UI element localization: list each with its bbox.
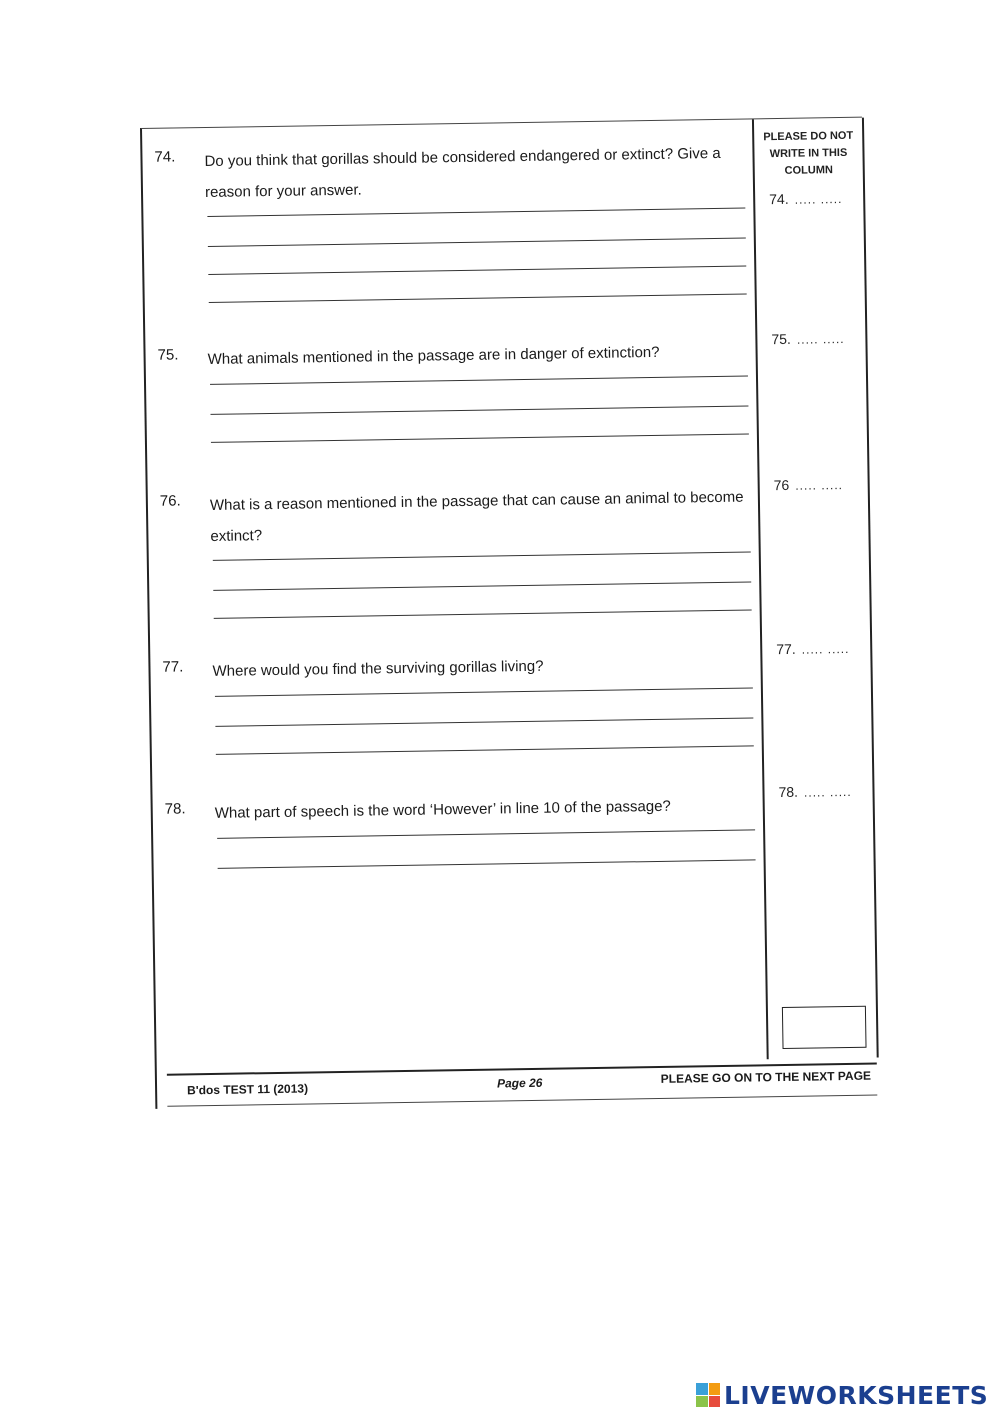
answer-line[interactable] [218,859,756,868]
mark-label: 78. [778,783,799,801]
question-75 [157,335,747,368]
mark-dots: ..... ..... [795,478,844,493]
answer-line[interactable] [216,745,754,754]
answer-line[interactable] [215,717,753,726]
mark-78 [778,783,851,800]
footer-next-page: PLEASE GO ON TO THE NEXT PAGE [660,1068,872,1086]
mark-dots: ..... ..... [794,191,843,207]
question-78 [164,789,755,822]
question-number: 74. [154,148,176,166]
question-text: What is a reason mentioned in the passage that can cause an animal to become extinct? [209,488,744,545]
mark-dots: ..... ..... [803,784,852,800]
answer-line[interactable] [213,581,751,590]
question-77 [162,647,752,680]
mark-dots: ..... ..... [801,641,850,657]
question-text: What animals mentioned in the passage are in danger of extinction? [207,343,660,368]
liveworksheets-logo-icon [696,1383,720,1407]
logo-square [709,1396,721,1408]
logo-square [696,1383,708,1395]
mark-dots: ..... ..... [796,331,845,347]
answer-line[interactable] [207,208,745,217]
question-74 [154,138,744,201]
mark-label: 74. [769,190,789,208]
brand-name: LIVEWORKSHEETS [724,1380,989,1410]
answer-line[interactable] [210,405,748,414]
question-text: Do you think that gorillas should be considered endangered or extinct? Give a reason for your answer. [204,144,721,201]
mark-77 [776,640,849,657]
marking-column-header: PLEASE DO NOT WRITE IN THIS COLUMN [763,129,854,177]
answer-line[interactable] [215,687,753,696]
question-number: 77. [162,658,184,676]
liveworksheets-brand[interactable] [696,1378,988,1412]
total-score-box[interactable] [782,1006,867,1049]
mark-74 [769,190,842,207]
question-number: 78. [164,800,186,818]
marking-column [752,118,879,1060]
mark-label: 76 [773,476,790,494]
question-number: 75. [157,346,179,364]
mark-75 [771,330,844,347]
question-76 [159,481,750,545]
answer-line[interactable] [208,265,746,274]
footer-page-number: Page 26 [496,1075,543,1091]
answer-line[interactable] [211,433,749,442]
logo-square [709,1383,721,1395]
mark-label: 75. [771,330,791,348]
page-footer [167,1063,877,1107]
footer-test-id: B'dos TEST 11 (2013) [187,1081,309,1098]
mark-label: 77. [776,640,796,658]
answer-line[interactable] [208,237,746,246]
answer-line[interactable] [209,293,747,302]
worksheet-page [140,117,877,1109]
question-number: 76. [159,492,181,510]
answer-line[interactable] [217,829,755,838]
logo-square [696,1396,708,1408]
question-text: What part of speech is the word ‘However’ in line 10 of the passage? [214,797,671,822]
answer-line[interactable] [210,375,748,384]
mark-76 [774,476,844,493]
question-text: Where would you find the surviving gorillas living? [212,657,544,680]
answer-line[interactable] [213,551,751,560]
answer-line[interactable] [214,609,752,618]
